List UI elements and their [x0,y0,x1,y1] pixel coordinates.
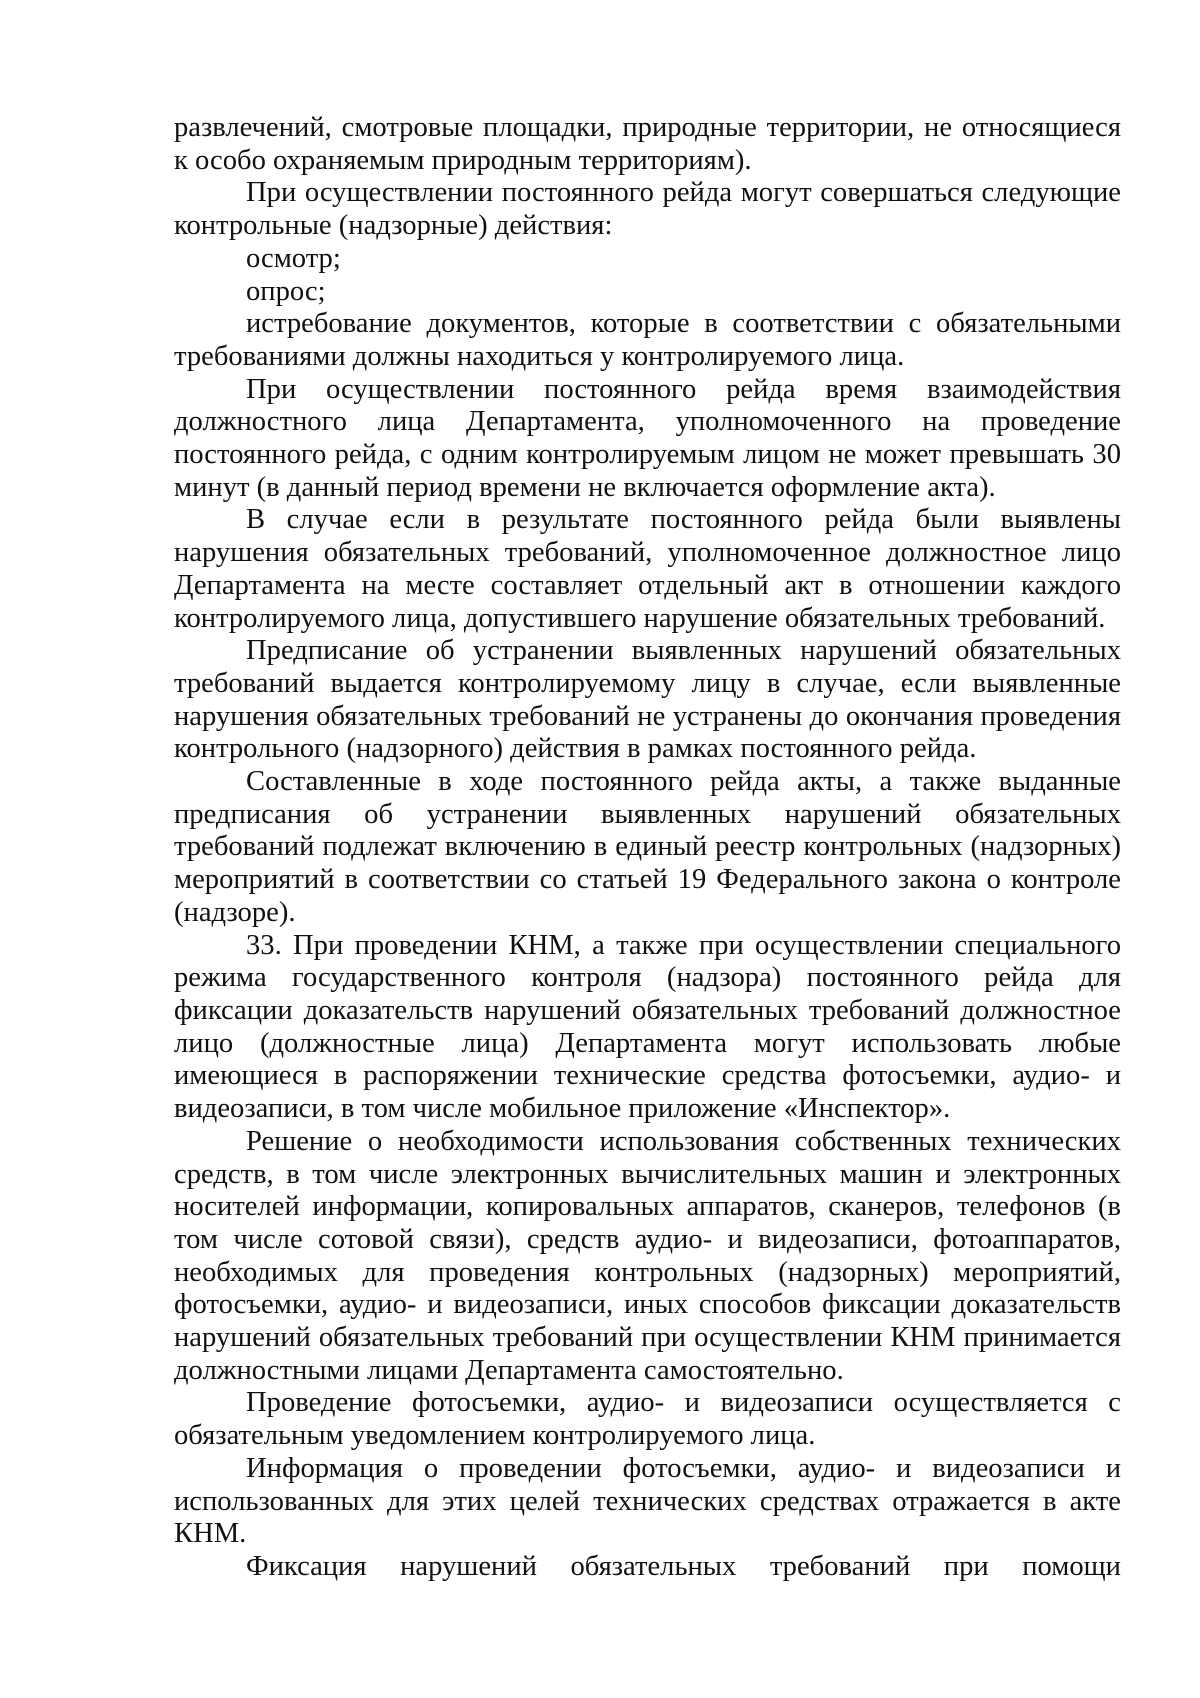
list-item-document-request: истребование документов, которые в соответствии с обязательными требованиями должны находиться у контролируемого лица. [174,308,1121,372]
paragraph-interaction-time: При осуществлении постоянного рейда время взаимодействия должностного лица Департамента, уполномоченного на проведение постоянного рейда, с одним контролируемым лицом не может превышать 30 минут (в данный период времени не включается оформление акта). [174,373,1121,503]
paragraph-item-33: 33. При проведении КНМ, а также при осуществлении специального режима государственного контроля (надзора) постоянного рейда для фиксации доказательств нарушений обязательных требований должностное лицо (должностные лица) Департамента могут использовать любые имеющиеся в распоряжении технические средства фотосъемки, аудио- и видеозаписи, в том числе мобильное приложение «Инспектор». [174,929,1121,1125]
list-item-survey: опрос; [246,275,326,307]
paragraph-violations-act: В случае если в результате постоянного рейда были выявлены нарушения обязательных требований, уполномоченное должностное лицо Департамента на месте составляет отдельный акт в отношении каждого контролируемого лица, допустившего нарушение обязательных требований. [174,504,1121,634]
paragraph-fixation: Фиксация нарушений обязательных требований при помощи [246,1550,1121,1582]
paragraph-registry: Составленные в ходе постоянного рейда акты, а также выданные предписания об устранении выявленных нарушений обязательных требований подлежат включению в единый реестр контрольных (надзорных) мероприятий в соответствии со статьей 19 Федерального закона о контроле (надзоре). [174,766,1121,928]
paragraph-notification: Проведение фотосъемки, аудио- и видеозаписи осуществляется с обязательным уведомлением контролируемого лица. [174,1387,1121,1452]
list-item-inspection: осмотр; [246,242,341,274]
paragraph-permanent-raid-actions: При осуществлении постоянного рейда могут совершаться следующие контрольные (надзорные) действия: [174,177,1121,242]
paragraph-technical-means-decision: Решение о необходимости использования собственных технических средств, в том числе электронных вычислительных машин и электронных носителей информации, копировальных аппаратов, сканеров, телефонов (в том числе сотовой связи), средств аудио- и видеозаписи, фотоаппаратов, необходимых для проведения контрольных (надзорных) мероприятий, фотосъемки, аудио- и видеозаписи, иных способов фиксации доказательств нарушений обязательных требований при осуществлении КНМ принимается должностными лицами Департамента самостоятельно. [174,1125,1121,1386]
paragraph-continuation: развлечений, смотровые площадки, природные территории, не относящиеся к особо охраняемым природным территориям). [174,112,1121,176]
paragraph-prescription: Предписание об устранении выявленных нарушений обязательных требований выдается контролируемому лицу в случае, если выявленные нарушения обязательных требований не устранены до окончания проведения контрольного (надзорного) действия в рамках постоянного рейда. [174,635,1121,765]
paragraph-act-information: Информация о проведении фотосъемки, аудио- и видеозаписи и использованных для этих целей технических средствах отражается в акте КНМ. [174,1452,1121,1550]
document-page [174,112,1121,1584]
